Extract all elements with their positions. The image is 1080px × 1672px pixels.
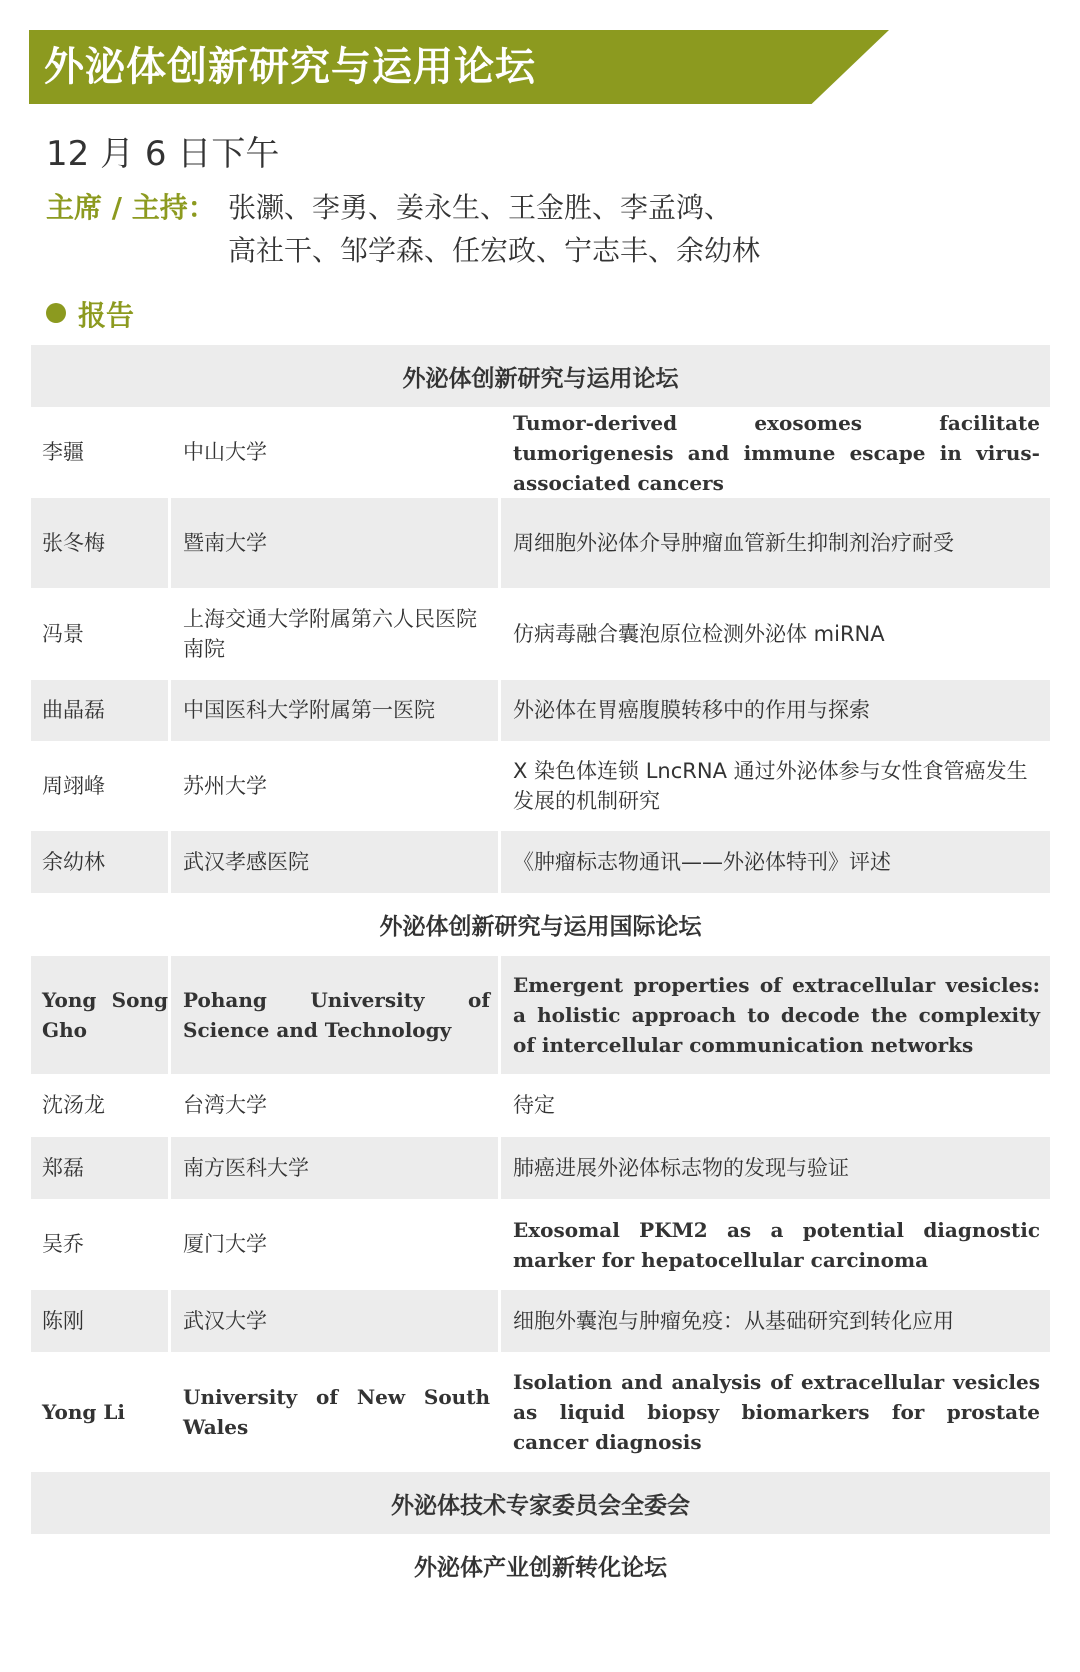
table-row: [31, 680, 1050, 741]
speaker-name: 沈汤龙: [42, 1093, 105, 1118]
talk-topic: Exosomal PKM2 as a potential diagnostic marker for hepatocellular carcinoma: [498, 1199, 1050, 1290]
talk-topic: 仿病毒融合囊泡原位检测外泌体 miRNA: [498, 588, 1050, 680]
section-title: 外泌体产业创新转化论坛: [414, 1555, 667, 1581]
talk-topic: Isolation and analysis of extracellular vesicles as liquid biopsy biomarkers for prostate cancer diagnosis: [498, 1352, 1050, 1472]
section-title: 外泌体创新研究与运用国际论坛: [379, 914, 702, 940]
table-row: [31, 1074, 1050, 1137]
speaker-affiliation: 暨南大学: [168, 498, 498, 588]
session-date: 12 月 6 日下午: [46, 134, 280, 174]
speaker-affiliation: 中国医科大学附属第一医院: [168, 680, 498, 741]
speaker-affiliation: 中山大学: [168, 407, 498, 498]
speaker-affiliation: 苏州大学: [168, 741, 498, 831]
speaker-affiliation: University of New South Wales: [168, 1352, 498, 1472]
report-heading: [46, 294, 134, 334]
table-row: [31, 1137, 1050, 1199]
speaker-name: Yong Li: [42, 1400, 126, 1424]
speaker-affiliation: Pohang University of Science and Technology: [168, 956, 498, 1074]
speaker-name: 余幼林: [42, 849, 105, 874]
speaker-name: 张冬梅: [42, 530, 105, 555]
speaker-name: Yong Song Gho: [42, 988, 168, 1042]
speaker-name: 陈刚: [42, 1308, 84, 1333]
talk-topic: Tumor-derived exosomes facilitate tumorigenesis and immune escape in virus-associated cancers: [498, 407, 1050, 498]
table-row: [31, 498, 1050, 588]
table-row: [31, 956, 1050, 1074]
table-row: [31, 1199, 1050, 1290]
speaker-name: 冯景: [42, 621, 84, 646]
speaker-name: 郑磊: [42, 1155, 84, 1180]
section-title: 外泌体技术专家委员会全委会: [31, 1472, 1050, 1534]
table-row: [31, 831, 1050, 893]
speaker-affiliation: 武汉大学: [168, 1290, 498, 1352]
speaker-affiliation: 武汉孝感医院: [168, 831, 498, 893]
schedule-table: [31, 345, 1050, 1597]
table-row: [31, 1352, 1050, 1472]
table-row: [31, 407, 1050, 498]
talk-topic: 肺癌进展外泌体标志物的发现与验证: [498, 1137, 1050, 1199]
chairs-line-1: 张灏、李勇、姜永生、王金胜、李孟鸿、: [228, 191, 733, 224]
table-row: [31, 1290, 1050, 1352]
report-label: 报告: [78, 299, 135, 332]
section-title: 外泌体创新研究与运用论坛: [31, 345, 1050, 407]
chair-label: 主席 / 主持：: [46, 191, 216, 224]
speaker-affiliation: 台湾大学: [168, 1074, 498, 1137]
table-row: [31, 588, 1050, 680]
table-row: [31, 741, 1050, 831]
speaker-affiliation: 上海交通大学附属第六人民医院南院: [168, 588, 498, 680]
speaker-name: 吴乔: [42, 1232, 84, 1257]
talk-topic: 外泌体在胃癌腹膜转移中的作用与探索: [498, 680, 1050, 741]
talk-topic: 《肿瘤标志物通讯——外泌体特刊》评述: [498, 831, 1050, 893]
talk-topic: 周细胞外泌体介导肿瘤血管新生抑制剂治疗耐受: [498, 498, 1050, 588]
talk-topic: 待定: [498, 1074, 1050, 1137]
page-title: 外泌体创新研究与运用论坛: [44, 44, 536, 90]
talk-topic: 细胞外囊泡与肿瘤免疫：从基础研究到转化应用: [498, 1290, 1050, 1352]
chairs-line-2: 高社干、邹学森、任宏政、宁志丰、余幼林: [228, 234, 761, 267]
bullet-dot-icon: [46, 303, 66, 323]
speaker-name: 曲晶磊: [42, 698, 105, 723]
talk-topic: Emergent properties of extracellular vesicles: a holistic approach to decode the complexity of intercellular communication networks: [498, 956, 1050, 1074]
talk-topic: X 染色体连锁 LncRNA 通过外泌体参与女性食管癌发生发展的机制研究: [498, 741, 1050, 831]
speaker-name: 李疆: [42, 440, 84, 465]
speaker-name: 周翊峰: [42, 773, 105, 798]
speaker-affiliation: 厦门大学: [168, 1199, 498, 1290]
speaker-affiliation: 南方医科大学: [168, 1137, 498, 1199]
